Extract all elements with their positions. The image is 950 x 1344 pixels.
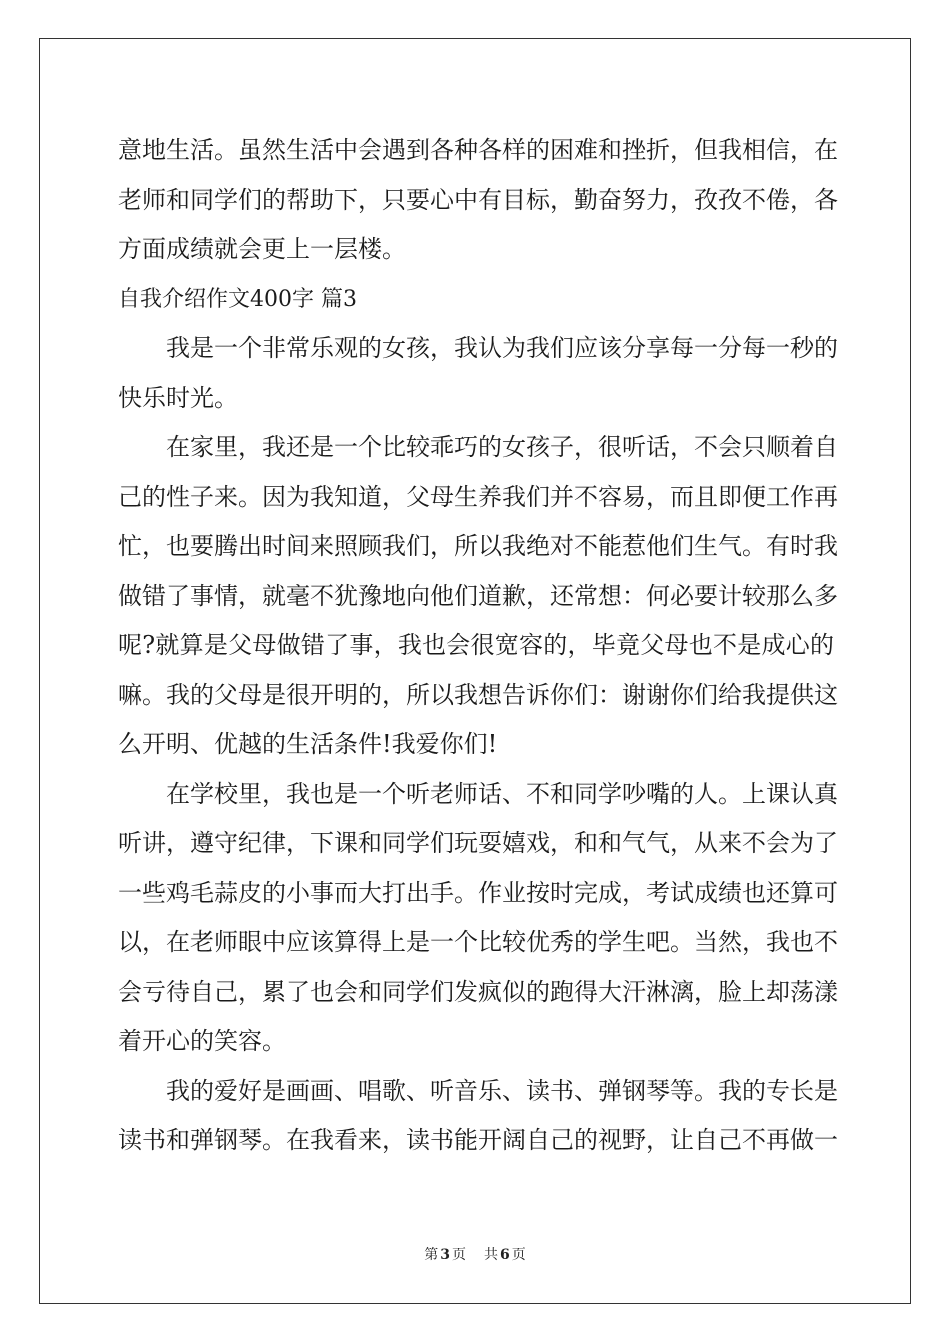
- text-line: 忙，也要腾出时间来照顾我们，所以我绝对不能惹他们生气。有时我: [118, 532, 838, 560]
- paragraph-first-line: 在学校里，我也是一个听老师话、不和同学吵嘴的人。上课认真: [166, 779, 838, 808]
- section-heading: 自我介绍作文400字 篇3: [118, 286, 357, 312]
- text-line: 嘛。我的父母是很开明的，所以我想告诉你们：谢谢你们给我提供这: [118, 680, 838, 709]
- page-number: 3: [440, 1247, 450, 1263]
- text-line: 呢?就算是父母做错了事，我也会很宽容的，毕竟父母也不是成心的: [118, 631, 834, 659]
- total-pages: 6: [500, 1247, 510, 1263]
- total-suffix: 页: [511, 1247, 526, 1263]
- page-prefix: 第: [424, 1247, 439, 1263]
- text-line: 着开心的笑容。: [118, 1027, 286, 1055]
- text-line: 么开明、优越的生活条件!我爱你们!: [118, 730, 498, 758]
- paragraph-first-line: 我的爱好是画画、唱歌、听音乐、读书、弹钢琴等。我的专长是: [166, 1076, 838, 1105]
- page-suffix: 页: [452, 1247, 466, 1263]
- text-line: 快乐时光。: [118, 383, 238, 412]
- text-line: 一些鸡毛蒜皮的小事而大打出手。作业按时完成，考试成绩也还算可: [118, 878, 838, 907]
- text-line: 方面成绩就会更上一层楼。: [118, 235, 406, 263]
- total-prefix: 共: [484, 1247, 498, 1263]
- text-line: 读书和弹钢琴。在我看来，读书能开阔自己的视野，让自己不再做一: [118, 1126, 838, 1154]
- text-line: 己的性子来。因为我知道，父母生养我们并不容易，而且即便工作再: [118, 482, 838, 511]
- paragraph-first-line: 我是一个非常乐观的女孩，我认为我们应该分享每一分每一秒的: [166, 334, 838, 362]
- page-footer: [0, 1244, 950, 1264]
- text-line: 意地生活。虽然生活中会遇到各种各样的困难和挫折，但我相信，在: [118, 136, 838, 164]
- text-line: 以，在老师眼中应该算得上是一个比较优秀的学生吧。当然，我也不: [118, 928, 838, 956]
- document-body: [118, 128, 838, 1168]
- text-line: 老师和同学们的帮助下，只要心中有目标，勤奋努力，孜孜不倦，各: [118, 185, 838, 214]
- text-line: 做错了事情，就毫不犹豫地向他们道歉，还常想：何必要计较那么多: [118, 581, 838, 610]
- text-line: 会亏待自己，累了也会和同学们发疯似的跑得大汗淋漓，脸上却荡漾: [118, 977, 838, 1006]
- text-line: 听讲，遵守纪律，下课和同学们玩耍嬉戏，和和气气，从来不会为了: [118, 829, 838, 857]
- paragraph-first-line: 在家里，我还是一个比较乖巧的女孩子，很听话，不会只顺着自: [166, 433, 838, 461]
